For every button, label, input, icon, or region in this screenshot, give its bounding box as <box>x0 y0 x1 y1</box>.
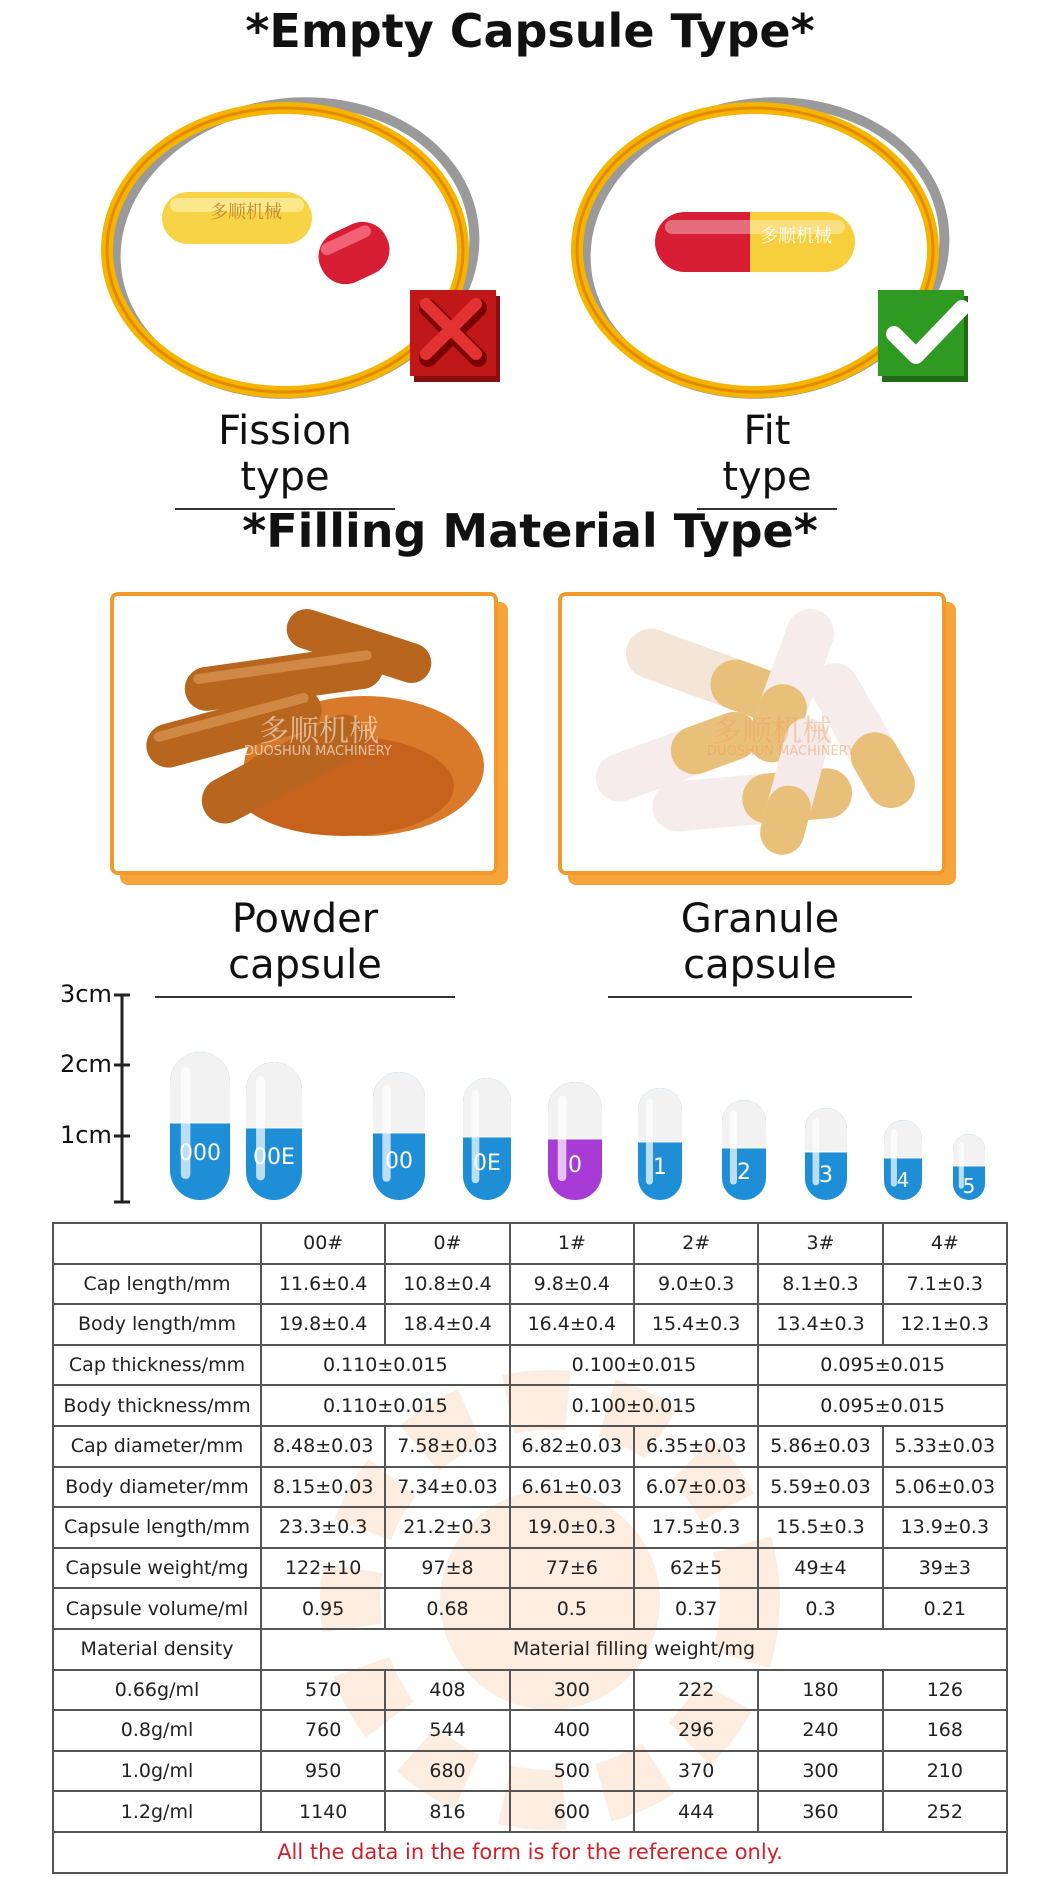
fission-type-caption: Fission type <box>175 408 395 500</box>
watermark-cn: 多顺机械 <box>259 714 379 749</box>
cross-icon <box>410 290 505 385</box>
table-header-cell: 4# <box>883 1223 1007 1264</box>
table-cell: 5.86±0.03 <box>758 1426 882 1467</box>
table-cell: 0.5 <box>510 1588 634 1629</box>
table-cell: 13.9±0.3 <box>883 1507 1007 1548</box>
row-label: Cap length/mm <box>53 1264 261 1305</box>
table-cell: 49±4 <box>758 1548 882 1589</box>
row-label: Body thickness/mm <box>53 1385 261 1426</box>
table-cell: 444 <box>634 1791 758 1832</box>
table-cell: 19.0±0.3 <box>510 1507 634 1548</box>
table-cell: 5.06±0.03 <box>883 1467 1007 1508</box>
capsule-size-label: 0E <box>473 1151 501 1176</box>
table-cell: 360 <box>758 1791 882 1832</box>
table-cell: 296 <box>634 1710 758 1751</box>
table-cell: 950 <box>261 1751 385 1792</box>
watermark-cn: 多顺机械 <box>712 714 832 749</box>
row-label: Body length/mm <box>53 1304 261 1345</box>
capsule-size-1 <box>638 1088 682 1200</box>
table-cell: 7.58±0.03 <box>385 1426 509 1467</box>
table-header-cell: 2# <box>634 1223 758 1264</box>
table-cell: 10.8±0.4 <box>385 1264 509 1305</box>
fit-type-caption: Fit type <box>697 408 837 500</box>
row-label: Capsule volume/ml <box>53 1588 261 1629</box>
table-cell: 0.68 <box>385 1588 509 1629</box>
row-label: 1.0g/ml <box>53 1751 261 1792</box>
table-cell: 300 <box>510 1670 634 1711</box>
table-cell: 544 <box>385 1710 509 1751</box>
capsule-size-5 <box>953 1134 985 1200</box>
table-row-cap-thickness <box>53 1345 1007 1386</box>
table-cell: 0.110±0.015 <box>261 1345 510 1386</box>
table-cell: 240 <box>758 1710 882 1751</box>
granule-capsule-caption: Granule capsule <box>608 896 912 988</box>
table-header-cell: 3# <box>758 1223 882 1264</box>
scale-label-2cm: 2cm <box>60 1050 112 1078</box>
check-icon <box>878 290 978 385</box>
table-row-density-066 <box>53 1670 1007 1711</box>
table-cell: 300 <box>758 1751 882 1792</box>
table-cell: 370 <box>634 1751 758 1792</box>
table-row-body-diameter <box>53 1467 1007 1508</box>
table-cell: 11.6±0.4 <box>261 1264 385 1305</box>
table-cell: 0.3 <box>758 1588 882 1629</box>
table-row-capsule-volume <box>53 1588 1007 1629</box>
table-cell: 9.8±0.4 <box>510 1264 634 1305</box>
table-cell: 23.3±0.3 <box>261 1507 385 1548</box>
powder-capsule-caption: Powder capsule <box>155 896 455 988</box>
table-cell: 62±5 <box>634 1548 758 1589</box>
row-label: Capsule length/mm <box>53 1507 261 1548</box>
row-label: Body diameter/mm <box>53 1467 261 1508</box>
size-scale-ruler <box>60 990 130 1210</box>
table-cell: 8.48±0.03 <box>261 1426 385 1467</box>
table-cell: 0.100±0.015 <box>510 1345 759 1386</box>
table-header-cell: 00# <box>261 1223 385 1264</box>
table-cell: 126 <box>883 1670 1007 1711</box>
table-cell: 0.095±0.015 <box>758 1345 1007 1386</box>
table-cell: 12.1±0.3 <box>883 1304 1007 1345</box>
capsule-size-0 <box>548 1082 602 1200</box>
table-row-capsule-weight <box>53 1548 1007 1589</box>
capsule-size-label: 3 <box>819 1163 833 1188</box>
table-cell: 168 <box>883 1710 1007 1751</box>
table-cell: 8.1±0.3 <box>758 1264 882 1305</box>
table-cell: 7.34±0.03 <box>385 1467 509 1508</box>
table-cell: 680 <box>385 1751 509 1792</box>
fit-type-image <box>560 80 990 410</box>
table-cell: 19.8±0.4 <box>261 1304 385 1345</box>
table-cell: 210 <box>883 1751 1007 1792</box>
section-title-filling-material: *Filling Material Type* <box>242 504 818 558</box>
table-row-cap-diameter <box>53 1426 1007 1467</box>
table-cell: 21.2±0.3 <box>385 1507 509 1548</box>
table-row-cap-length <box>53 1264 1007 1305</box>
table-cell: 9.0±0.3 <box>634 1264 758 1305</box>
table-row-density-header <box>53 1629 1007 1670</box>
table-cell: 0.095±0.015 <box>758 1385 1007 1426</box>
table-cell: 0.100±0.015 <box>510 1385 759 1426</box>
table-row-density-10 <box>53 1751 1007 1792</box>
section-title-empty-capsule: *Empty Capsule Type* <box>245 4 815 58</box>
table-cell: 0.110±0.015 <box>261 1385 510 1426</box>
table-cell: 15.5±0.3 <box>758 1507 882 1548</box>
table-cell: 5.59±0.03 <box>758 1467 882 1508</box>
table-cell: 77±6 <box>510 1548 634 1589</box>
table-cell: 0.95 <box>261 1588 385 1629</box>
table-cell: 8.15±0.03 <box>261 1467 385 1508</box>
table-cell: 6.07±0.03 <box>634 1467 758 1508</box>
table-cell: 760 <box>261 1710 385 1751</box>
capsule-size-000 <box>170 1052 230 1200</box>
powder-capsule-photo <box>110 592 498 875</box>
table-cell: 6.35±0.03 <box>634 1426 758 1467</box>
row-label: Capsule weight/mg <box>53 1548 261 1589</box>
capsule-size-4 <box>884 1120 922 1200</box>
row-label: Material density <box>53 1629 261 1670</box>
table-cell: 816 <box>385 1791 509 1832</box>
table-span-header: Material filling weight/mg <box>261 1629 1007 1670</box>
table-cell: 0.21 <box>883 1588 1007 1629</box>
row-label: 0.8g/ml <box>53 1710 261 1751</box>
table-cell: 18.4±0.4 <box>385 1304 509 1345</box>
table-cell: 5.33±0.03 <box>883 1426 1007 1467</box>
table-note-row <box>53 1832 1007 1873</box>
capsule-size-label: 00 <box>385 1149 413 1174</box>
granule-capsule-photo <box>558 592 946 875</box>
capsule-size-2 <box>722 1100 766 1200</box>
table-cell: 408 <box>385 1670 509 1711</box>
row-label: 0.66g/ml <box>53 1670 261 1711</box>
table-cell: 6.82±0.03 <box>510 1426 634 1467</box>
watermark-en: DUOSHUN MACHINERY <box>707 744 855 759</box>
table-cell: 17.5±0.3 <box>634 1507 758 1548</box>
watermark-en: DUOSHUN MACHINERY <box>244 744 392 759</box>
table-header-cell: 0# <box>385 1223 509 1264</box>
capsule-spec-table <box>52 1222 1008 1874</box>
table-cell: 6.61±0.03 <box>510 1467 634 1508</box>
table-cell: 252 <box>883 1791 1007 1832</box>
scale-label-1cm: 1cm <box>60 1121 112 1149</box>
table-cell: 7.1±0.3 <box>883 1264 1007 1305</box>
row-label: 1.2g/ml <box>53 1791 261 1832</box>
capsule-size-label: 00E <box>253 1145 295 1170</box>
capsule-size-label: 000 <box>179 1141 221 1166</box>
table-cell: 600 <box>510 1791 634 1832</box>
table-corner-cell <box>53 1223 261 1264</box>
table-row-capsule-length <box>53 1507 1007 1548</box>
capsule-size-label: 4 <box>896 1168 910 1192</box>
brand-text: 多顺机械 <box>210 202 282 223</box>
capsule-size-label: 5 <box>962 1174 976 1198</box>
reference-note: All the data in the form is for the reference only. <box>53 1832 1007 1873</box>
table-cell: 39±3 <box>883 1548 1007 1589</box>
capsule-size-3 <box>805 1108 847 1200</box>
table-row-body-thickness <box>53 1385 1007 1426</box>
capsule-size-0E <box>463 1078 511 1200</box>
scale-label-3cm: 3cm <box>60 980 112 1008</box>
table-cell: 180 <box>758 1670 882 1711</box>
row-label: Cap thickness/mm <box>53 1345 261 1386</box>
table-cell: 15.4±0.3 <box>634 1304 758 1345</box>
table-row-density-12 <box>53 1791 1007 1832</box>
capsule-size-00E <box>246 1062 302 1200</box>
table-cell: 0.37 <box>634 1588 758 1629</box>
table-cell: 500 <box>510 1751 634 1792</box>
capsule-size-label: 1 <box>653 1155 667 1180</box>
capsule-size-00 <box>373 1072 425 1200</box>
table-header-row <box>53 1223 1007 1264</box>
capsule-size-label: 0 <box>568 1153 582 1178</box>
table-cell: 222 <box>634 1670 758 1711</box>
table-row-density-08 <box>53 1710 1007 1751</box>
fission-type-image <box>90 80 520 410</box>
table-cell: 400 <box>510 1710 634 1751</box>
table-header-cell: 1# <box>510 1223 634 1264</box>
table-cell: 122±10 <box>261 1548 385 1589</box>
row-label: Cap diameter/mm <box>53 1426 261 1467</box>
capsule-size-label: 2 <box>737 1160 751 1185</box>
table-row-body-length <box>53 1304 1007 1345</box>
table-cell: 97±8 <box>385 1548 509 1589</box>
table-cell: 570 <box>261 1670 385 1711</box>
brand-text: 多顺机械 <box>760 226 832 247</box>
table-cell: 13.4±0.3 <box>758 1304 882 1345</box>
table-cell: 1140 <box>261 1791 385 1832</box>
table-cell: 16.4±0.4 <box>510 1304 634 1345</box>
